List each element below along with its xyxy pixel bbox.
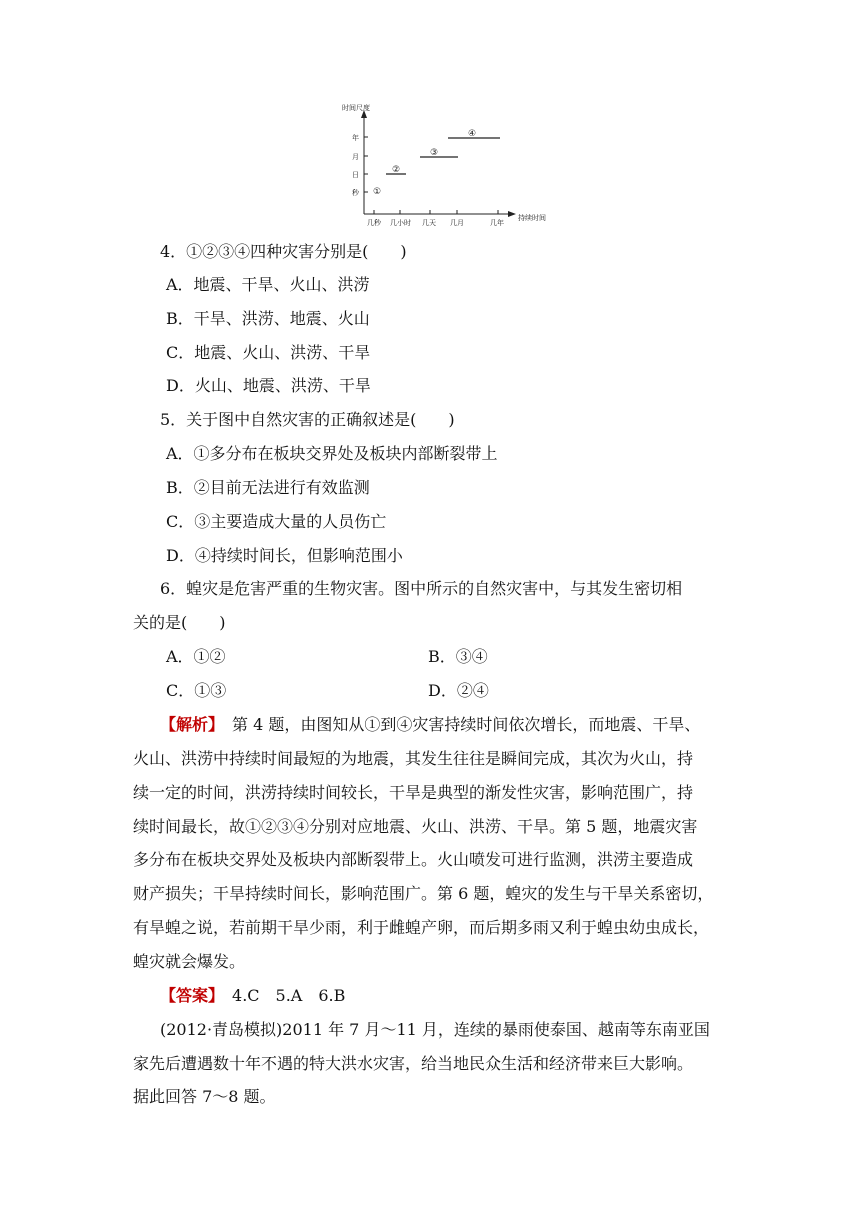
question-5-option-c: C．③主要造成大量的人员伤亡 <box>166 512 387 531</box>
hazard-marker-4: ④ <box>468 129 477 139</box>
hazard-marker-3: ③ <box>430 148 439 158</box>
intro-line-2: 家先后遭遇数十年不遇的特大洪水灾害，给当地民众生活和经济带来巨大影响。 <box>133 1054 694 1073</box>
answer-label: 【答案】 <box>160 986 217 1005</box>
x-tick-label: 几秒 <box>367 219 381 227</box>
hazard-marker-1: ① <box>373 187 382 197</box>
analysis-line-3: 续一定的时间，洪涝持续时间较长，干旱是典型的渐发性灾害，影响范围广，持 <box>133 783 694 802</box>
y-axis-label: 时间尺度 <box>342 104 370 112</box>
disaster-duration-figure <box>330 96 560 232</box>
analysis-text: 第 4 题，由图知从①到④灾害持续时间依次增长，而地震、干旱、 <box>216 715 701 734</box>
y-tick-label: 月 <box>352 153 359 161</box>
question-6-option-d: D．②④ <box>428 681 489 700</box>
question-5-stem: 5．关于图中自然灾害的正确叙述是( ) <box>160 410 455 429</box>
analysis-line-2: 火山、洪涝中持续时间最短的为地震，其发生往往是瞬间完成，其次为火山，持 <box>133 749 694 768</box>
analysis-label: 【解析】 <box>160 715 217 734</box>
question-4-option-d: D．火山、地震、洪涝、干旱 <box>166 376 371 395</box>
answer-line <box>160 985 345 1007</box>
analysis-line-7: 有旱蝗之说，若前期干旱少雨，利于雌蝗产卵，而后期多雨又利于蝗虫幼虫成长， <box>133 918 710 937</box>
question-6-option-b: B．③④ <box>428 647 488 666</box>
x-tick-label: 几天 <box>422 219 436 227</box>
intro-line-3: 据此回答 7～8 题。 <box>133 1087 276 1106</box>
analysis-line-5: 多分布在板块交界处及板块内部断裂带上。火山喷发可进行监测，洪涝主要造成 <box>133 850 694 869</box>
question-5-option-a: A．①多分布在板块交界处及板块内部断裂带上 <box>166 444 498 463</box>
analysis-line-6: 财产损失；干旱持续时间长，影响范围广。第 6 题，蝗灾的发生与干旱关系密切， <box>133 884 714 903</box>
answer-text: 4.C 5.A 6.B <box>216 986 346 1005</box>
question-6-option-a: A．①② <box>166 647 226 666</box>
x-tick-label: 几年 <box>490 219 504 227</box>
intro-line-1: (2012·青岛模拟)2011 年 7 月～11 月，连续的暴雨使泰国、越南等东南亚国 <box>160 1020 710 1039</box>
x-axis-label: 持续时间 <box>518 214 546 222</box>
x-axis-arrow <box>508 211 516 217</box>
analysis-line-8: 蝗灾就会爆发。 <box>133 952 246 971</box>
question-4-stem: 4．①②③④四种灾害分别是( ) <box>160 242 407 261</box>
question-4-option-a: A．地震、干旱、火山、洪涝 <box>166 275 370 294</box>
hazard-marker-2: ② <box>392 165 401 175</box>
question-5-option-b: B．②目前无法进行有效监测 <box>166 478 370 497</box>
figure-svg <box>330 96 560 232</box>
question-5-option-d: D．④持续时间长，但影响范围小 <box>166 546 403 565</box>
y-tick-label: 秒 <box>352 189 359 197</box>
question-6-stem-line-2: 关的是( ) <box>133 613 226 632</box>
y-tick-label: 日 <box>352 171 359 179</box>
x-tick-label: 几小时 <box>390 219 411 227</box>
question-6-option-c: C．①③ <box>166 681 227 700</box>
analysis-line-4: 续时间最长，故①②③④分别对应地震、火山、洪涝、干旱。第 5 题，地震灾害 <box>133 817 698 836</box>
question-4-option-b: B．干旱、洪涝、地震、火山 <box>166 309 370 328</box>
analysis-line-1 <box>160 714 700 736</box>
question-4-option-c: C．地震、火山、洪涝、干旱 <box>166 343 371 362</box>
question-6-stem-line-1: 6．蝗灾是危害严重的生物灾害。图中所示的自然灾害中，与其发生密切相 <box>160 579 683 598</box>
x-tick-label: 几月 <box>450 219 464 227</box>
y-tick-label: 年 <box>352 134 359 142</box>
